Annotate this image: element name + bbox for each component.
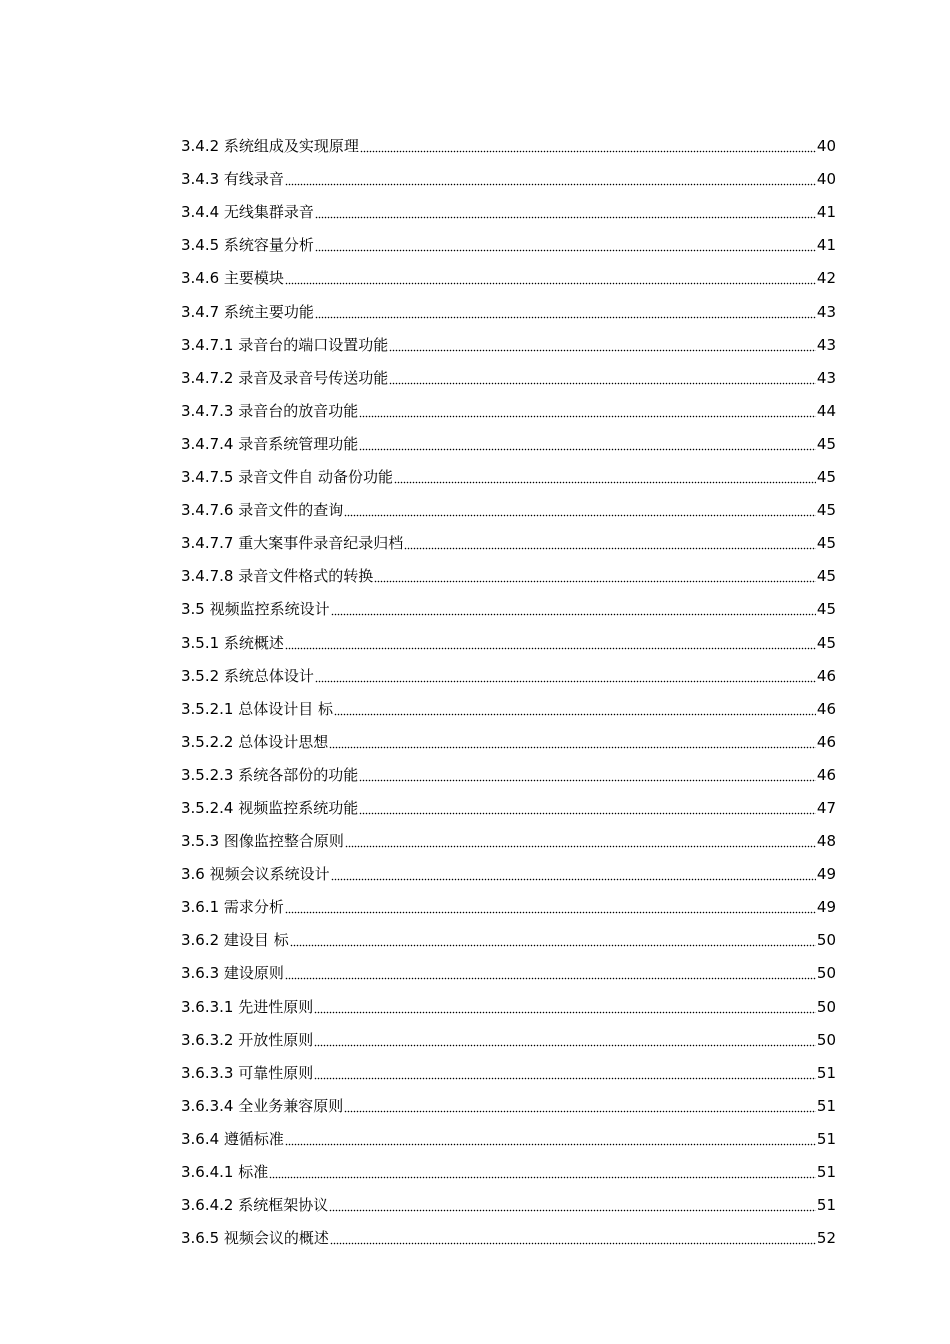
toc-entry-title: 3.4.7.4 录音系统管理功能 <box>181 434 359 453</box>
toc-entry-title: 3.5 视频监控系统设计 <box>181 600 330 619</box>
toc-entry[interactable] <box>181 785 836 818</box>
toc-entry-page-number: 44 <box>816 401 836 420</box>
toc-entry[interactable] <box>181 553 836 586</box>
toc-dot-leader <box>344 502 816 517</box>
toc-entry-page-number: 50 <box>816 964 836 983</box>
toc-dot-leader <box>374 568 816 583</box>
toc-entry-page-number: 45 <box>816 600 836 619</box>
toc-dot-leader <box>360 138 816 153</box>
toc-entry-title: 3.4.4 无线集群录音 <box>181 203 314 222</box>
toc-entry[interactable] <box>181 222 836 255</box>
toc-entry-title: 3.6.3.3 可靠性原则 <box>181 1063 314 1082</box>
toc-entry-page-number: 50 <box>816 1030 836 1049</box>
toc-entry-title: 3.4.5 系统容量分析 <box>181 236 314 255</box>
toc-entry[interactable] <box>181 123 836 156</box>
toc-dot-leader <box>285 1131 816 1146</box>
toc-entry[interactable] <box>181 1149 836 1182</box>
toc-entry-page-number: 40 <box>816 137 836 156</box>
toc-dot-leader <box>404 535 816 550</box>
toc-dot-leader <box>285 635 816 650</box>
toc-entry-title: 3.4.7.7 重大案事件录音纪录归档 <box>181 534 404 553</box>
toc-entry[interactable] <box>181 1017 836 1050</box>
toc-entry-page-number: 45 <box>816 567 836 586</box>
toc-entry-page-number: 46 <box>816 666 836 685</box>
toc-entry[interactable] <box>181 884 836 917</box>
toc-entry[interactable] <box>181 355 836 388</box>
toc-entry[interactable] <box>181 752 836 785</box>
toc-dot-leader <box>344 1098 816 1113</box>
toc-entry-page-number: 51 <box>816 1063 836 1082</box>
toc-entry[interactable] <box>181 719 836 752</box>
toc-dot-leader <box>285 270 816 285</box>
toc-entry[interactable] <box>181 950 836 983</box>
toc-entry[interactable] <box>181 619 836 652</box>
toc-entry[interactable] <box>181 1215 836 1248</box>
toc-entry-page-number: 47 <box>816 798 836 817</box>
toc-entry-title: 3.5.2.3 系统各部份的功能 <box>181 765 359 784</box>
toc-entry-page-number: 49 <box>816 898 836 917</box>
toc-entry[interactable] <box>181 520 836 553</box>
toc-entry-title: 3.5.2 系统总体设计 <box>181 666 314 685</box>
toc-entry[interactable] <box>181 189 836 222</box>
toc-entry-title: 3.6.3.1 先进性原则 <box>181 997 314 1016</box>
toc-entry[interactable] <box>181 851 836 884</box>
toc-dot-leader <box>345 833 816 848</box>
toc-dot-leader <box>285 899 816 914</box>
toc-entry-title: 3.6.3 建设原则 <box>181 964 284 983</box>
toc-entry-title: 3.5.3 图像监控整合原则 <box>181 832 344 851</box>
toc-entry-title: 3.4.7 系统主要功能 <box>181 302 314 321</box>
toc-entry-title: 3.4.7.1 录音台的端口设置功能 <box>181 335 389 354</box>
toc-entry[interactable] <box>181 1050 836 1083</box>
toc-entry-page-number: 41 <box>816 236 836 255</box>
toc-entry[interactable] <box>181 653 836 686</box>
toc-entry-page-number: 43 <box>816 335 836 354</box>
toc-entry-title: 3.6.5 视频会议的概述 <box>181 1229 329 1248</box>
toc-entry-page-number: 51 <box>816 1196 836 1215</box>
toc-entry-page-number: 50 <box>816 931 836 950</box>
toc-dot-leader <box>330 1230 816 1245</box>
toc-entry-page-number: 45 <box>816 434 836 453</box>
toc-entry-title: 3.6.1 需求分析 <box>181 898 284 917</box>
toc-entry-page-number: 51 <box>816 1096 836 1115</box>
toc-entry-title: 3.4.6 主要模块 <box>181 269 284 288</box>
toc-entry[interactable] <box>181 454 836 487</box>
toc-entry-page-number: 52 <box>816 1229 836 1248</box>
toc-dot-leader <box>285 171 816 186</box>
toc-dot-leader <box>359 436 816 451</box>
toc-entry-page-number: 51 <box>816 1163 836 1181</box>
toc-dot-leader <box>334 701 816 716</box>
toc-entry-page-number: 43 <box>816 368 836 387</box>
toc-entry-title: 3.6.3.4 全业务兼容原则 <box>181 1096 344 1115</box>
toc-entry-page-number: 45 <box>816 468 836 487</box>
toc-entry-title: 3.5.2.1 总体设计目 标 <box>181 699 334 718</box>
table-of-contents <box>181 123 836 1248</box>
toc-entry[interactable] <box>181 586 836 619</box>
toc-entry-title: 3.4.7.8 录音文件格式的转换 <box>181 567 374 586</box>
toc-entry-page-number: 45 <box>816 534 836 553</box>
toc-entry-page-number: 46 <box>816 732 836 751</box>
toc-entry-page-number: 41 <box>816 203 836 222</box>
toc-dot-leader <box>314 1032 816 1047</box>
toc-entry-page-number: 43 <box>816 302 836 321</box>
toc-entry[interactable] <box>181 917 836 950</box>
toc-entry-page-number: 40 <box>816 170 836 189</box>
toc-entry[interactable] <box>181 1116 836 1149</box>
toc-entry[interactable] <box>181 983 836 1016</box>
toc-dot-leader <box>285 965 816 980</box>
toc-entry-page-number: 45 <box>816 501 836 520</box>
toc-entry-title: 3.4.7.2 录音及录音号传送功能 <box>181 368 389 387</box>
toc-dot-leader <box>359 403 816 418</box>
toc-entry-title: 3.4.2 系统组成及实现原理 <box>181 137 359 156</box>
toc-entry-page-number: 49 <box>816 865 836 884</box>
toc-dot-leader <box>331 601 816 616</box>
toc-entry-page-number: 46 <box>816 765 836 784</box>
toc-entry-title: 3.6.4 遵循标准 <box>181 1129 284 1148</box>
toc-entry-title: 3.4.7.3 录音台的放音功能 <box>181 401 359 420</box>
toc-dot-leader <box>315 668 816 683</box>
toc-entry-page-number: 45 <box>816 633 836 652</box>
toc-dot-leader <box>389 370 816 385</box>
toc-dot-leader <box>329 734 816 749</box>
toc-entry[interactable] <box>181 156 836 189</box>
toc-dot-leader <box>315 204 816 219</box>
toc-entry-title: 3.6.3.2 开放性原则 <box>181 1030 314 1049</box>
toc-dot-leader <box>269 1164 816 1179</box>
toc-entry[interactable] <box>181 288 836 321</box>
toc-dot-leader <box>329 1197 816 1212</box>
toc-entry[interactable] <box>181 1182 836 1215</box>
toc-dot-leader <box>359 800 816 815</box>
toc-entry-title: 3.6.2 建设目 标 <box>181 931 289 950</box>
toc-dot-leader <box>315 237 816 252</box>
toc-entry-page-number: 46 <box>816 699 836 718</box>
toc-entry-title: 3.5.2.2 总体设计思想 <box>181 732 329 751</box>
toc-dot-leader <box>314 1065 816 1080</box>
toc-entry-page-number: 48 <box>816 832 836 851</box>
toc-entry-page-number: 50 <box>816 997 836 1016</box>
toc-dot-leader <box>331 866 816 881</box>
toc-dot-leader <box>359 767 816 782</box>
toc-entry[interactable] <box>181 818 836 851</box>
toc-entry-page-number: 51 <box>816 1129 836 1148</box>
toc-entry-title: 3.4.3 有线录音 <box>181 170 284 189</box>
toc-entry-title: 3.6.4.2 系统框架协议 <box>181 1196 329 1215</box>
toc-entry-title: 3.6.4.1 标准 <box>181 1163 269 1181</box>
toc-entry-title: 3.5.1 系统概述 <box>181 633 284 652</box>
toc-entry[interactable] <box>181 487 836 520</box>
toc-entry[interactable] <box>181 322 836 355</box>
toc-entry[interactable] <box>181 255 836 288</box>
toc-entry-title: 3.4.7.5 录音文件自 动备份功能 <box>181 468 394 487</box>
toc-dot-leader <box>389 337 816 352</box>
toc-entry[interactable] <box>181 686 836 719</box>
toc-entry-page-number: 42 <box>816 269 836 288</box>
toc-entry[interactable] <box>181 421 836 454</box>
toc-entry-title: 3.4.7.6 录音文件的查询 <box>181 501 344 520</box>
toc-entry-title: 3.6 视频会议系统设计 <box>181 865 330 884</box>
toc-entry[interactable] <box>181 388 836 421</box>
toc-dot-leader <box>314 999 816 1014</box>
toc-dot-leader <box>290 932 816 947</box>
toc-dot-leader <box>394 469 816 484</box>
toc-entry[interactable] <box>181 1083 836 1116</box>
toc-dot-leader <box>315 304 816 319</box>
toc-entry-title: 3.5.2.4 视频监控系统功能 <box>181 798 359 817</box>
